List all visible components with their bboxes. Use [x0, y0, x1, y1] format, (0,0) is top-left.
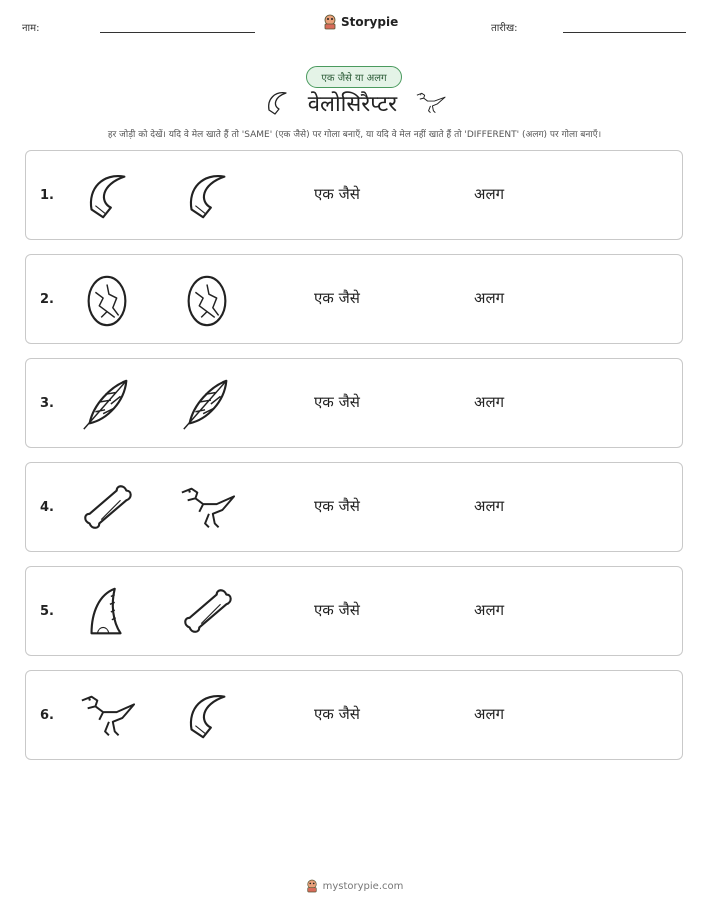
- egg-icon: [178, 271, 236, 329]
- velociraptor-icon: [413, 88, 447, 118]
- date-line[interactable]: [563, 32, 686, 33]
- date-label: तारीख:: [491, 23, 518, 34]
- bone-icon: [78, 479, 136, 537]
- question-number: 1.: [40, 188, 54, 203]
- question-number: 2.: [40, 292, 54, 307]
- feather-icon: [178, 375, 236, 433]
- question-row: [25, 566, 683, 656]
- storypie-logo-icon: [306, 879, 318, 893]
- velociraptor-icon: [78, 687, 136, 745]
- same-option[interactable]: एक जैसे: [314, 497, 360, 515]
- same-option[interactable]: एक जैसे: [314, 601, 360, 619]
- tooth-icon: [78, 583, 136, 641]
- same-option[interactable]: एक जैसे: [314, 705, 360, 723]
- question-number: 4.: [40, 500, 54, 515]
- question-row: [25, 150, 683, 240]
- question-row: [25, 462, 683, 552]
- same-option[interactable]: एक जैसे: [314, 289, 360, 307]
- question-number: 6.: [40, 708, 54, 723]
- different-option[interactable]: अलग: [474, 601, 505, 619]
- velociraptor-icon: [178, 479, 236, 537]
- question-number: 5.: [40, 604, 54, 619]
- name-label: नाम:: [22, 23, 40, 34]
- storypie-logo-icon: [323, 14, 337, 30]
- question-row: [25, 358, 683, 448]
- different-option[interactable]: अलग: [474, 497, 505, 515]
- different-option[interactable]: अलग: [474, 185, 505, 203]
- brand-name: Storypie: [341, 15, 399, 29]
- egg-icon: [78, 271, 136, 329]
- question-row: [25, 254, 683, 344]
- bone-icon: [178, 583, 236, 641]
- title-row: [0, 88, 709, 118]
- same-option[interactable]: एक जैसे: [314, 185, 360, 203]
- claw-icon: [178, 687, 236, 745]
- question-row: [25, 670, 683, 760]
- different-option[interactable]: अलग: [474, 705, 505, 723]
- same-option[interactable]: एक जैसे: [314, 393, 360, 411]
- different-option[interactable]: अलग: [474, 289, 505, 307]
- different-option[interactable]: अलग: [474, 393, 505, 411]
- claw-icon: [262, 88, 292, 118]
- footer-url[interactable]: mystorypie.com: [322, 880, 404, 892]
- instructions: हर जोड़ी को देखें। यदि वे मेल खाते हैं तो 'SAME' (एक जैसे) पर गोला बनाएँ, या यदि वे मेल नहीं खाते हैं तो 'DIFFERENT' (अलग) पर गोला बनाएँ।: [107, 130, 602, 140]
- claw-icon: [178, 167, 236, 225]
- brand: [323, 14, 398, 30]
- worksheet-type-badge: एक जैसे या अलग: [306, 66, 402, 88]
- claw-icon: [78, 167, 136, 225]
- feather-icon: [78, 375, 136, 433]
- page-title: वेलोसिरैप्टर: [307, 92, 398, 117]
- footer: [0, 879, 709, 893]
- name-line[interactable]: [100, 32, 255, 33]
- question-number: 3.: [40, 396, 54, 411]
